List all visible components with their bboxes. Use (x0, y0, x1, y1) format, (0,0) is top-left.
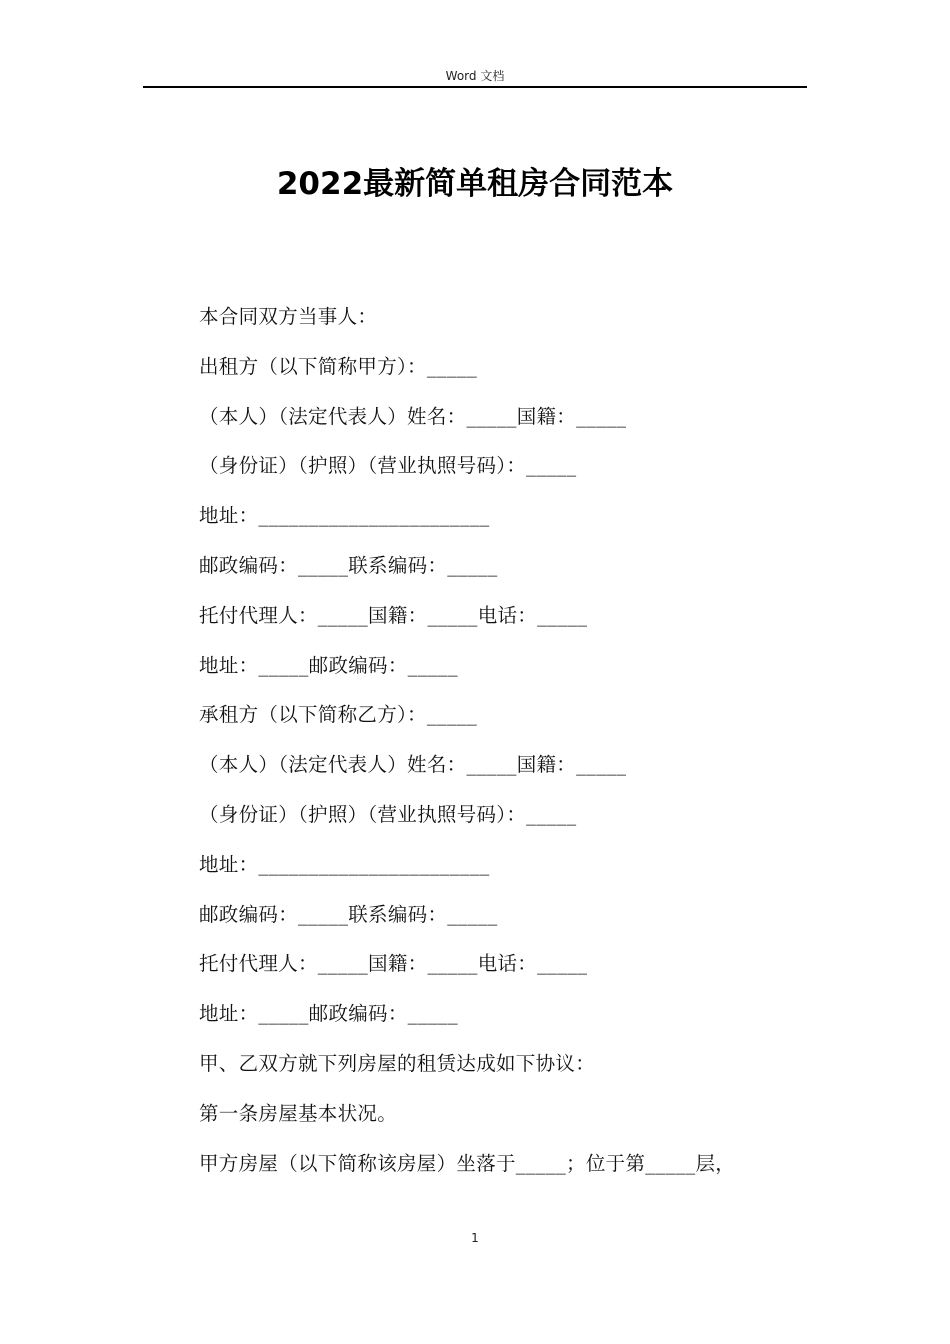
body-line-agreement-intro: 甲、乙双方就下列房屋的租赁达成如下协议： (199, 1051, 596, 1075)
body-line-lessee-name: （本人）（法定代表人）姓名：_____国籍：_____ (199, 753, 627, 777)
body-line-parties-intro: 本合同双方当事人： (199, 305, 378, 328)
body-line-lessor-id: （身份证）（护照）（营业执照号码）：_____ (199, 454, 577, 478)
body-line-article-one: 第一条房屋基本状况。 (199, 1101, 398, 1125)
header-divider (143, 86, 807, 88)
document-body (199, 303, 819, 1199)
body-line-lessee-address: 地址：_______________________ (199, 852, 490, 876)
body-line-lessor-agent-address: 地址：_____邮政编码：_____ (199, 653, 458, 677)
body-line-lessee-id: （身份证）（护照）（营业执照号码）：_____ (199, 802, 577, 826)
document-title: 2022最新简单租房合同范本 (276, 166, 674, 202)
body-line-lessor: 出租方（以下简称甲方）：_____ (199, 354, 478, 378)
body-line-lessee: 承租方（以下简称乙方）：_____ (199, 703, 478, 727)
body-line-lessor-agent: 托付代理人：_____国籍：_____电话：_____ (199, 603, 588, 627)
body-line-lessor-address: 地址：_______________________ (199, 504, 490, 528)
body-line-lessee-agent-address: 地址：_____邮政编码：_____ (199, 1002, 458, 1026)
body-line-house-location: 甲方房屋（以下简称该房屋）坐落于_____；位于第_____层， (199, 1151, 736, 1175)
body-line-lessee-postcode: 邮政编码：_____联系编码：_____ (199, 902, 498, 926)
body-line-lessor-postcode: 邮政编码：_____联系编码：_____ (199, 553, 498, 577)
page-header-text: Word 文档 (445, 69, 505, 83)
body-line-lessee-agent: 托付代理人：_____国籍：_____电话：_____ (199, 952, 588, 976)
body-line-lessor-name: （本人）（法定代表人）姓名：_____国籍：_____ (199, 404, 627, 428)
page-number: 1 (471, 1231, 479, 1245)
